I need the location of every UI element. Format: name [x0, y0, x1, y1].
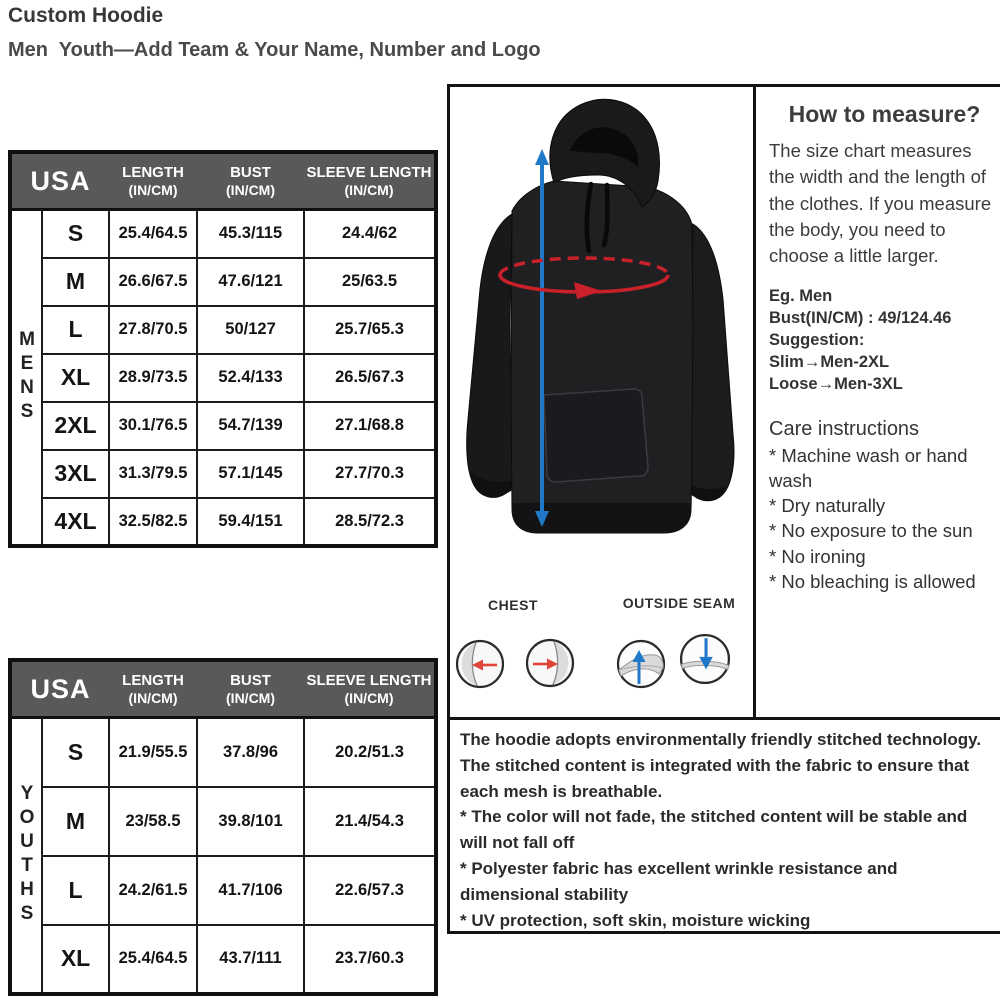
bust-cell: 41.7/106 — [197, 856, 304, 925]
bust-cell: 59.4/151 — [197, 498, 304, 546]
col-label: LENGTH — [122, 163, 184, 181]
care-instructions-heading: Care instructions — [769, 418, 920, 441]
care-instructions-list — [769, 443, 1000, 594]
size-row — [10, 306, 436, 354]
chest-measure-right-icon — [524, 637, 576, 689]
bust-header-cell — [197, 152, 304, 210]
col-label: BUST — [230, 163, 271, 181]
fabric-notes-box — [447, 717, 1000, 934]
sleeve-header-cell — [304, 152, 436, 210]
hoodie-pocket — [544, 389, 648, 482]
length-cell: 27.8/70.5 — [109, 306, 197, 354]
sleeve-cell: 21.4/54.3 — [304, 787, 436, 856]
size-row — [10, 354, 436, 402]
chest-measure-left-icon — [454, 638, 506, 690]
size-cell: L — [42, 856, 109, 925]
care-item: * No exposure to the sun — [769, 520, 973, 542]
sleeve-cell: 26.5/67.3 — [304, 354, 436, 402]
example-line: Eg. Men — [769, 287, 833, 306]
hoodie-panel — [450, 87, 756, 719]
length-header-cell — [109, 660, 197, 718]
bust-header-cell — [197, 660, 304, 718]
youths-size-table — [8, 658, 438, 996]
col-sub: (IN/CM) — [344, 689, 394, 706]
size-cell: M — [42, 787, 109, 856]
col-sub: (IN/CM) — [128, 689, 178, 706]
col-sub: (IN/CM) — [128, 181, 178, 198]
sleeve-cell: 20.2/51.3 — [304, 718, 436, 787]
sleeve-cell: 27.7/70.3 — [304, 450, 436, 498]
length-cell: 30.1/76.5 — [109, 402, 197, 450]
example-line: Loose→Men-3XL — [769, 375, 903, 394]
col-label: LENGTH — [122, 671, 184, 689]
sleeve-cell: 27.1/68.8 — [304, 402, 436, 450]
sleeve-cell: 22.6/57.3 — [304, 856, 436, 925]
size-row — [10, 402, 436, 450]
fabric-bullet: * The color will not fade, the stitched content will be stable and will not fall off — [460, 807, 968, 853]
sleeve-cell: 28.5/72.3 — [304, 498, 436, 546]
bust-cell: 57.1/145 — [197, 450, 304, 498]
length-cell: 23/58.5 — [109, 787, 197, 856]
col-label: SLEEVE LENGTH — [306, 163, 432, 181]
outside-seam-up-icon — [615, 638, 667, 690]
group-label: YOUTHS — [10, 718, 42, 994]
sleeve-cell: 25/63.5 — [304, 258, 436, 306]
chest-label: CHEST — [488, 597, 538, 613]
col-sub: (IN/CM) — [226, 689, 276, 706]
size-row — [10, 498, 436, 546]
group-label: MENS — [10, 210, 42, 546]
measurement-box — [447, 84, 1000, 722]
fabric-intro-text: The hoodie adopts environmentally friendly stitched technology. The stitched content is integrated with the fabric to ensure that each mesh is breathable. — [460, 730, 982, 801]
size-example-block — [769, 286, 1000, 396]
outside-seam-down-icon — [678, 632, 732, 686]
page-title: Custom Hoodie — [8, 4, 164, 27]
sleeve-header-cell — [304, 660, 436, 718]
length-cell: 26.6/67.5 — [109, 258, 197, 306]
care-item: * No bleaching is allowed — [769, 570, 976, 592]
measure-intro-text: The size chart measures the width and the length of the clothes. If you measure the body, you need to choose a little larger. — [769, 140, 992, 267]
size-cell: M — [42, 258, 109, 306]
bust-cell: 52.4/133 — [197, 354, 304, 402]
hoodie-body — [511, 181, 693, 533]
length-cell: 24.2/61.5 — [109, 856, 197, 925]
length-header-cell — [109, 152, 197, 210]
size-row — [10, 856, 436, 925]
example-line: Slim→Men-2XL — [769, 353, 890, 372]
size-row — [10, 787, 436, 856]
col-label: SLEEVE LENGTH — [306, 671, 432, 689]
outside-seam-label: OUTSIDE SEAM — [622, 595, 736, 611]
size-cell: L — [42, 306, 109, 354]
sleeve-cell: 25.7/65.3 — [304, 306, 436, 354]
example-line: Suggestion: — [769, 331, 865, 350]
size-cell: 2XL — [42, 402, 109, 450]
table-header-row — [10, 152, 436, 210]
sleeve-cell: 24.4/62 — [304, 210, 436, 258]
example-line: Bust(IN/CM) : 49/124.46 — [769, 309, 952, 328]
usa-header-cell: USA — [10, 152, 109, 210]
bust-cell: 54.7/139 — [197, 402, 304, 450]
col-sub: (IN/CM) — [344, 181, 394, 198]
fabric-bullet: * UV protection, soft skin, moisture wicking — [460, 910, 811, 930]
length-cell: 25.4/64.5 — [109, 925, 197, 994]
length-cell: 21.9/55.5 — [109, 718, 197, 787]
size-row — [10, 210, 436, 258]
page-subtitle: Men Youth—Add Team & Your Name, Number and Logo — [8, 39, 541, 61]
size-row — [10, 925, 436, 994]
bust-cell: 47.6/121 — [197, 258, 304, 306]
length-cell: 31.3/79.5 — [109, 450, 197, 498]
size-row — [10, 258, 436, 306]
size-cell: 3XL — [42, 450, 109, 498]
length-cell: 25.4/64.5 — [109, 210, 197, 258]
bust-cell: 43.7/111 — [197, 925, 304, 994]
table-header-row — [10, 660, 436, 718]
size-row — [10, 450, 436, 498]
length-cell: 32.5/82.5 — [109, 498, 197, 546]
col-label: BUST — [230, 671, 271, 689]
sleeve-cell: 23.7/60.3 — [304, 925, 436, 994]
care-item: * Dry naturally — [769, 495, 886, 517]
care-item: * No ironing — [769, 545, 866, 567]
bust-cell: 50/127 — [197, 306, 304, 354]
length-cell: 28.9/73.5 — [109, 354, 197, 402]
usa-header-cell: USA — [10, 660, 109, 718]
bust-cell: 45.3/115 — [197, 210, 304, 258]
bust-cell: 37.8/96 — [197, 718, 304, 787]
mens-size-table — [8, 150, 438, 548]
size-cell: XL — [42, 354, 109, 402]
col-sub: (IN/CM) — [226, 181, 276, 198]
care-item: * Machine wash or hand wash — [769, 445, 968, 492]
size-cell: XL — [42, 925, 109, 994]
fabric-bullet-list — [460, 804, 988, 933]
size-cell: S — [42, 210, 109, 258]
size-row — [10, 718, 436, 787]
how-to-measure-heading: How to measure? — [788, 101, 981, 127]
hoodie-image — [450, 89, 750, 594]
measure-panel — [756, 87, 1000, 719]
size-cell: 4XL — [42, 498, 109, 546]
size-cell: S — [42, 718, 109, 787]
bust-cell: 39.8/101 — [197, 787, 304, 856]
fabric-bullet: * Polyester fabric has excellent wrinkle resistance and dimensional stability — [460, 859, 898, 904]
